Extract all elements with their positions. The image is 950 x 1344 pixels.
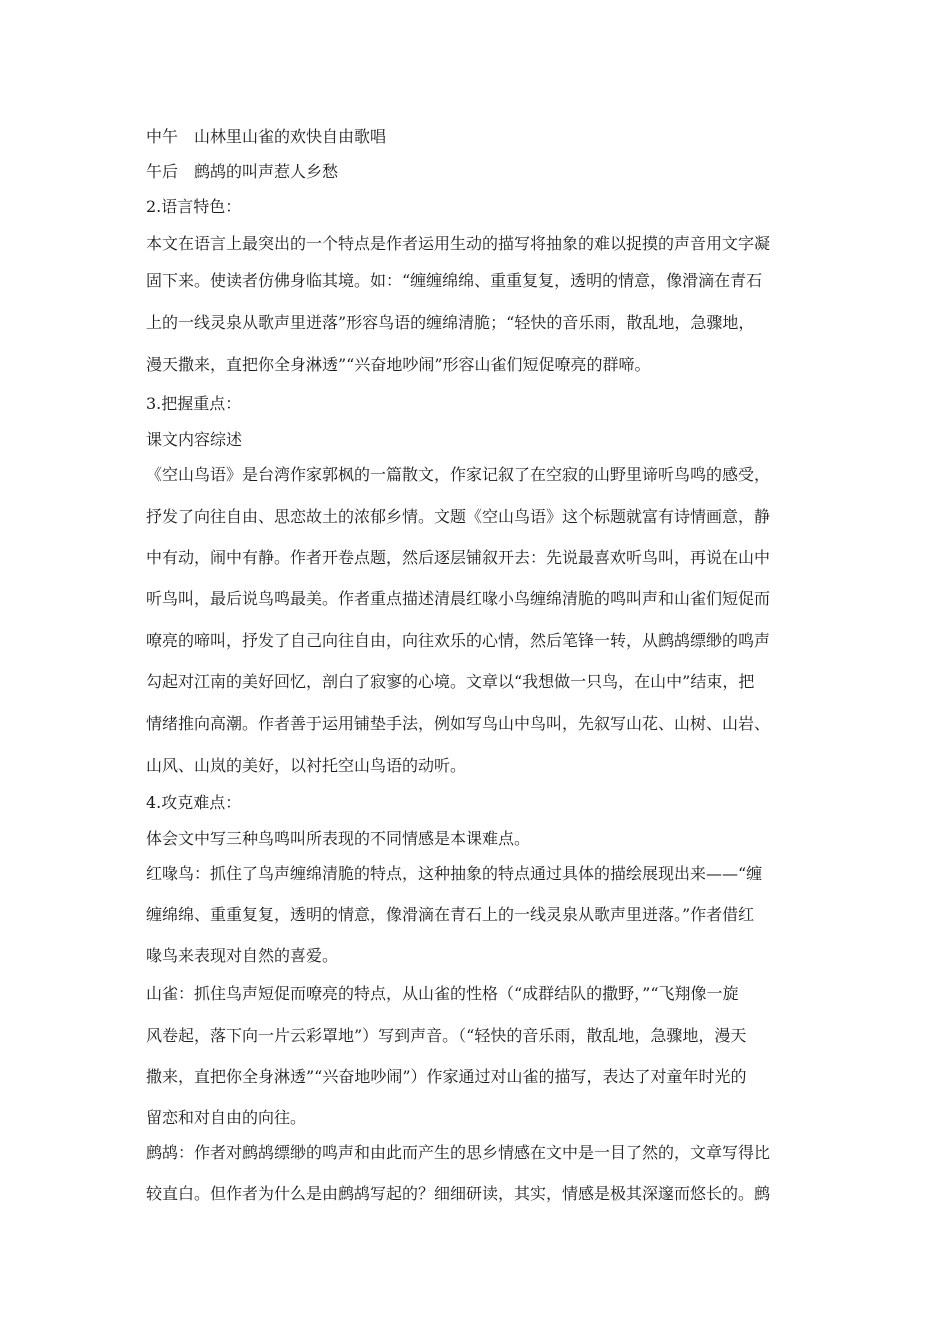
- text-line: 固下来。使读者仿佛身临其境。如：“缠缠绵绵、重重复复，透明的情意，像滑滴在青石: [146, 271, 763, 290]
- text-line: 风卷起，落下向一片云彩罩地”）写到声音。（“轻快的音乐雨，散乱地，急骤地，漫天: [146, 1026, 747, 1045]
- section-heading: 4.攻克难点：: [146, 793, 242, 812]
- text-line: 情绪推向高潮。作者善于运用铺垫手法，例如写鸟山中鸟叫，先叙写山花、山树、山岩、: [146, 714, 771, 733]
- text-line: 山风、山岚的美好，以衬托空山鸟语的动听。: [146, 756, 467, 775]
- text-line: 体会文中写三种鸟鸣叫所表现的不同情感是本课难点。: [146, 829, 531, 848]
- text-line: 较直白。但作者为什么是由鹧鸪写起的？细细研读，其实，情感是极其深邃而悠长的。鹧: [146, 1184, 771, 1203]
- text-line: 本文在语言上最突出的一个特点是作者运用生动的描写将抽象的难以捉摸的声音用文字凝: [146, 234, 771, 253]
- text-line: 漫天撒来，直把你全身淋透”“兴奋地吵闹”形容山雀们短促嘹亮的群啼。: [146, 355, 651, 374]
- text-line: 鹧鸪：作者对鹧鸪缥缈的鸣声和由此而产生的思乡情感在文中是一目了然的，文章写得比: [146, 1143, 771, 1162]
- text-line: 中有动，闹中有静。作者开卷点题，然后逐层铺叙开去：先说最喜欢听鸟叫，再说在山中: [146, 548, 771, 567]
- text-line: 《空山鸟语》是台湾作家郭枫的一篇散文，作家记叙了在空寂的山野里谛听鸟鸣的感受，: [146, 465, 771, 484]
- text-line: 缠绵绵、重重复复，透明的情意，像滑滴在青石上的一线灵泉从歌声里迸落。”作者借红: [146, 905, 755, 924]
- text-line: 听鸟叫，最后说鸟鸣最美。作者重点描述清晨红喙小鸟缠绵清脆的鸣叫声和山雀们短促而: [146, 589, 771, 608]
- text-line: 喙鸟来表现对自然的喜爱。: [146, 946, 339, 965]
- text-line: 红喙鸟：抓住了鸟声缠绵清脆的特点，这种抽象的特点通过具体的描绘展现出来——“缠: [146, 864, 763, 883]
- text-line: 嘹亮的啼叫，抒发了自己向往自由，向往欢乐的心情，然后笔锋一转，从鹧鸪缥缈的鸣声: [146, 631, 771, 650]
- text-line: 上的一线灵泉从歌声里迸落”形容鸟语的缠绵清脆；“轻快的音乐雨，散乱地，急骤地，: [146, 313, 755, 332]
- text-line: 留恋和对自由的向往。: [146, 1108, 307, 1127]
- text-line: 撒来，直把你全身淋透”“兴奋地吵闹”）作家通过对山雀的描写，表达了对童年时光的: [146, 1067, 747, 1086]
- text-line: 午后 鹧鸪的叫声惹人乡愁: [146, 162, 339, 181]
- text-line: 中午 山林里山雀的欢快自由歌唱: [146, 127, 387, 146]
- text-line: 抒发了向往自由、思恋故土的浓郁乡情。文题《空山鸟语》这个标题就富有诗情画意，静: [146, 507, 771, 526]
- section-heading: 3.把握重点：: [146, 394, 242, 413]
- section-heading: 2.语言特色：: [146, 197, 242, 216]
- sub-heading: 课文内容综述: [146, 430, 243, 449]
- text-line: 山雀：抓住鸟声短促而嘹亮的特点，从山雀的性格（“成群结队的撒野，”“飞翔像一旋: [146, 984, 739, 1003]
- text-line: 勾起对江南的美好回忆，剖白了寂寥的心境。文章以“我想做一只鸟，在山中”结束，把: [146, 672, 755, 691]
